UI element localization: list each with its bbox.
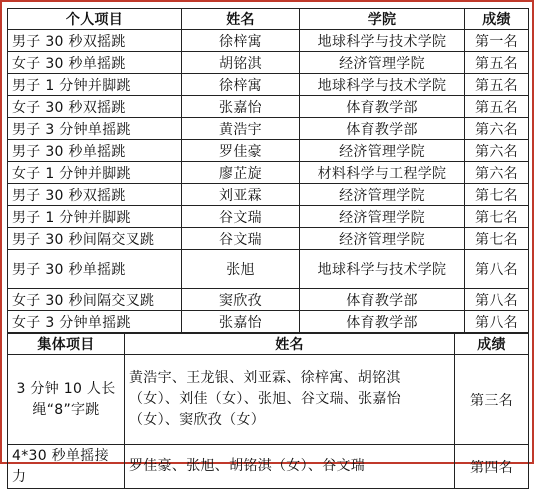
college-cell: 经济管理学院	[300, 228, 465, 250]
name-cell: 谷文瑞	[182, 206, 300, 228]
individual-row	[8, 206, 529, 228]
event-cell: 女子 1 分钟并脚跳	[8, 162, 182, 184]
team-names-cell: 罗佳豪、张旭、胡铭淇（女）、谷文瑞	[125, 445, 455, 489]
result-cell: 第五名	[465, 96, 529, 118]
college-cell: 体育教学部	[300, 96, 465, 118]
individual-header-row	[8, 9, 529, 30]
individual-row	[8, 52, 529, 74]
individual-row	[8, 96, 529, 118]
event-cell: 男子 30 秒单摇跳	[8, 140, 182, 162]
individual-rows	[8, 30, 529, 333]
event-cell: 男子 1 分钟并脚跳	[8, 74, 182, 96]
name-cell: 廖芷旋	[182, 162, 300, 184]
result-cell: 第八名	[465, 311, 529, 333]
individual-row	[8, 118, 529, 140]
team-row	[8, 355, 529, 445]
college-cell: 体育教学部	[300, 311, 465, 333]
college-cell: 经济管理学院	[300, 140, 465, 162]
team-header-row	[8, 334, 529, 355]
college-cell: 经济管理学院	[300, 52, 465, 74]
college-cell: 体育教学部	[300, 118, 465, 140]
result-cell: 第七名	[465, 228, 529, 250]
individual-row	[8, 250, 529, 289]
individual-results-table	[7, 8, 529, 333]
team-header-result: 成绩	[455, 334, 529, 355]
header-result: 成绩	[465, 9, 529, 30]
team-row	[8, 445, 529, 489]
individual-row	[8, 289, 529, 311]
individual-row	[8, 184, 529, 206]
team-results-table	[7, 333, 529, 489]
event-cell: 女子 30 秒双摇跳	[8, 96, 182, 118]
individual-row	[8, 140, 529, 162]
event-cell: 男子 30 秒单摇跳	[8, 250, 182, 289]
individual-row	[8, 228, 529, 250]
team-header-names: 姓名	[125, 334, 455, 355]
team-result-cell: 第四名	[455, 445, 529, 489]
result-cell: 第八名	[465, 289, 529, 311]
header-college: 学院	[300, 9, 465, 30]
name-cell: 黄浩宇	[182, 118, 300, 140]
name-cell: 张嘉怡	[182, 96, 300, 118]
college-cell: 地球科学与技术学院	[300, 30, 465, 52]
result-cell: 第一名	[465, 30, 529, 52]
team-event-cell: 4*30 秒单摇接力	[8, 445, 125, 489]
event-cell: 男子 30 秒双摇跳	[8, 184, 182, 206]
name-cell: 罗佳豪	[182, 140, 300, 162]
name-cell: 张嘉怡	[182, 311, 300, 333]
college-cell: 经济管理学院	[300, 184, 465, 206]
name-cell: 张旭	[182, 250, 300, 289]
team-header-event: 集体项目	[8, 334, 125, 355]
team-result-cell: 第三名	[455, 355, 529, 445]
college-cell: 经济管理学院	[300, 206, 465, 228]
name-cell: 谷文瑞	[182, 228, 300, 250]
college-cell: 地球科学与技术学院	[300, 250, 465, 289]
college-cell: 地球科学与技术学院	[300, 74, 465, 96]
event-cell: 男子 30 秒双摇跳	[8, 30, 182, 52]
result-cell: 第五名	[465, 74, 529, 96]
header-name: 姓名	[182, 9, 300, 30]
result-cell: 第五名	[465, 52, 529, 74]
name-cell: 徐梓寓	[182, 30, 300, 52]
event-cell: 男子 30 秒间隔交叉跳	[8, 228, 182, 250]
individual-row	[8, 162, 529, 184]
event-cell: 女子 3 分钟单摇跳	[8, 311, 182, 333]
name-cell: 窦欣孜	[182, 289, 300, 311]
individual-row	[8, 311, 529, 333]
result-cell: 第八名	[465, 250, 529, 289]
event-cell: 男子 3 分钟单摇跳	[8, 118, 182, 140]
name-cell: 徐梓寓	[182, 74, 300, 96]
team-names-cell: 黄浩宇、王龙银、刘亚霖、徐梓寓、胡铭淇（女）、刘佳（女）、张旭、谷文瑞、张嘉怡（女）、窦欣孜（女）	[125, 355, 455, 445]
result-cell: 第六名	[465, 118, 529, 140]
name-cell: 胡铭淇	[182, 52, 300, 74]
team-event-cell: 3 分钟 10 人长绳“8”字跳	[8, 355, 125, 445]
college-cell: 材料科学与工程学院	[300, 162, 465, 184]
result-cell: 第七名	[465, 184, 529, 206]
result-cell: 第七名	[465, 206, 529, 228]
event-cell: 女子 30 秒间隔交叉跳	[8, 289, 182, 311]
name-cell: 刘亚霖	[182, 184, 300, 206]
result-cell: 第六名	[465, 162, 529, 184]
event-cell: 女子 30 秒单摇跳	[8, 52, 182, 74]
result-cell: 第六名	[465, 140, 529, 162]
college-cell: 体育教学部	[300, 289, 465, 311]
individual-row	[8, 74, 529, 96]
individual-row	[8, 30, 529, 52]
event-cell: 男子 1 分钟并脚跳	[8, 206, 182, 228]
header-event: 个人项目	[8, 9, 182, 30]
